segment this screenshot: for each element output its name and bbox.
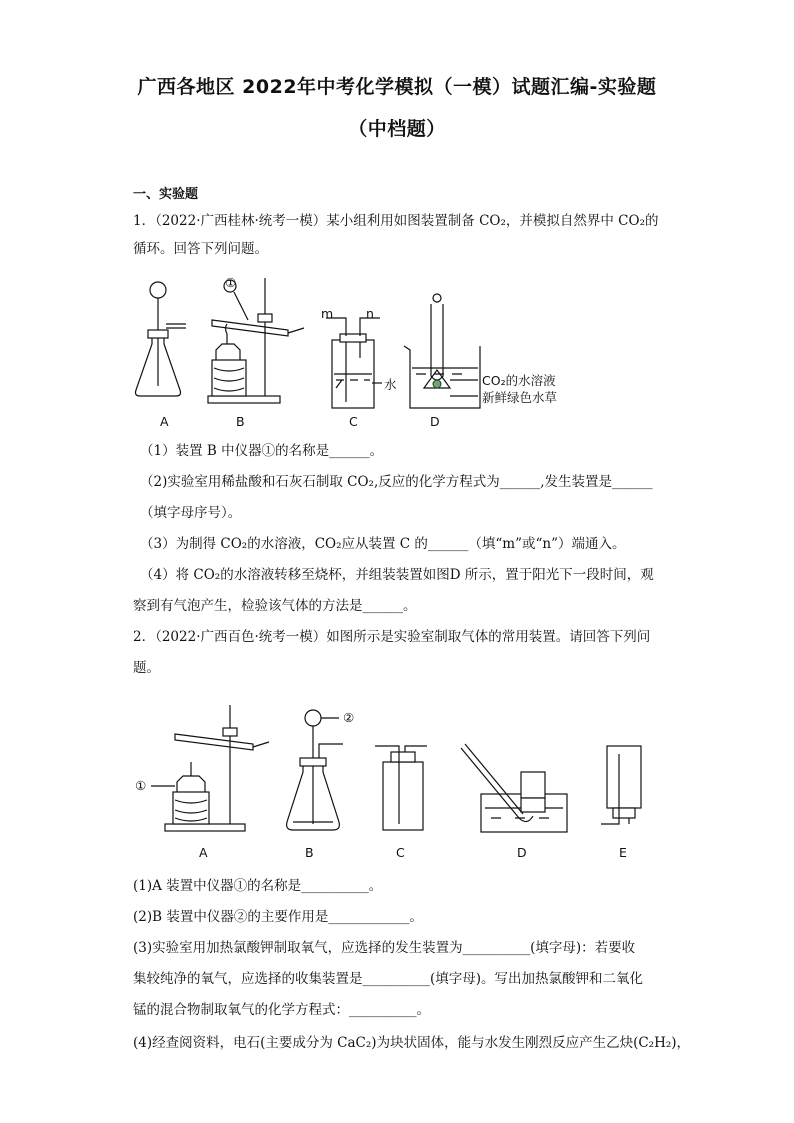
q1-label-n: n <box>366 306 374 321</box>
q2-intro-1: 2．（2022·广西百色·统考一模）如图所示是实验室制取气体的常用装置。请回答下列问 <box>133 629 651 645</box>
q2-part3-line3: 锰的混合物制取氧气的化学方程式：__________。 <box>133 1002 430 1018</box>
doc-title-line1: 广西各地区 2022年中考化学模拟（一模）试题汇编-实验题 <box>137 76 657 98</box>
q1-label-plant: 新鲜绿色水草 <box>482 390 558 405</box>
apparatus-d-trough <box>461 744 567 832</box>
q1-apparatus-figure <box>130 268 580 433</box>
q1-intro-1: 1．（2022·广西桂林·统考一模）某小组利用如图装置制备 CO₂，并模拟自然界中 CO₂的 <box>133 213 659 229</box>
q1-intro-2: 循环。回答下列问题。 <box>133 241 268 257</box>
q1-part2-line1: （2)实验室用稀盐酸和石灰石制取 CO₂,反应的化学方程式为______,发生装置是______ <box>140 474 653 490</box>
doc-title-line2: （中档题） <box>348 118 446 140</box>
apparatus-e-bottle <box>601 746 641 824</box>
q2-part4: (4)经查阅资料，电石(主要成分为 CaC₂)为块状固体，能与水发生刚烈反应产生乙炔(C₂H₂)， <box>133 1035 691 1051</box>
apparatus-c-bottle <box>375 746 427 830</box>
q2-label-d: D <box>517 845 527 860</box>
q1-label-water: 水 <box>384 377 397 392</box>
q2-label-circle1: ① <box>135 778 147 793</box>
apparatus-d-beaker <box>404 294 480 408</box>
q2-label-b: B <box>305 845 314 860</box>
q1-label-c: C <box>349 414 358 429</box>
q1-apparatus-svg <box>130 268 580 433</box>
q1-part4-line1: （4）将 CO₂的水溶液转移至烧杯，并组装装置如图D 所示，置于阳光下一段时间，观 <box>140 567 654 583</box>
q1-label-circle1: ① <box>225 275 237 290</box>
apparatus-c-bottle <box>326 318 382 408</box>
q1-label-d: D <box>430 414 440 429</box>
q2-part3-line2: 集较纯净的氧气，应选择的收集装置是__________(填字母)。写出加热氯酸钾和二氧化 <box>133 971 644 987</box>
q2-label-a: A <box>199 845 208 860</box>
q2-label-e: E <box>619 845 627 860</box>
q1-part1: （1）装置 B 中仪器①的名称是______。 <box>140 443 384 459</box>
apparatus-a-flask <box>136 282 187 396</box>
apparatus-b-heating <box>208 278 304 403</box>
q2-apparatus-svg <box>135 700 655 865</box>
q2-part1: (1)A 装置中仪器①的名称是__________。 <box>133 878 383 894</box>
q2-label-c: C <box>396 845 405 860</box>
apparatus-b-flask <box>287 710 343 830</box>
apparatus-a-heating <box>151 705 269 831</box>
q2-part2: (2)B 装置中仪器②的主要作用是____________。 <box>133 909 423 925</box>
q1-part3: （3）为制得 CO₂的水溶液，CO₂应从装置 C 的______（填“m”或“n”）端通入。 <box>140 536 626 552</box>
q1-label-a: A <box>160 414 169 429</box>
q2-apparatus-figure <box>135 700 655 865</box>
q1-label-b: B <box>236 414 245 429</box>
q1-label-m: m <box>321 306 334 321</box>
q1-part4-line2: 察到有气泡产生，检验该气体的方法是______。 <box>133 598 417 614</box>
q1-part2-line2: （填字母序号）。 <box>140 505 242 521</box>
q2-part3-line1: (3)实验室用加热氯酸钾制取氧气，应选择的发生装置为__________(填字母)：若要收 <box>133 940 636 956</box>
section-heading: 一、实验题 <box>133 187 199 202</box>
q1-label-co2-solution: CO₂的水溶液 <box>482 373 556 388</box>
q2-intro-2: 题。 <box>133 660 160 676</box>
q2-label-circle2: ② <box>343 710 355 725</box>
